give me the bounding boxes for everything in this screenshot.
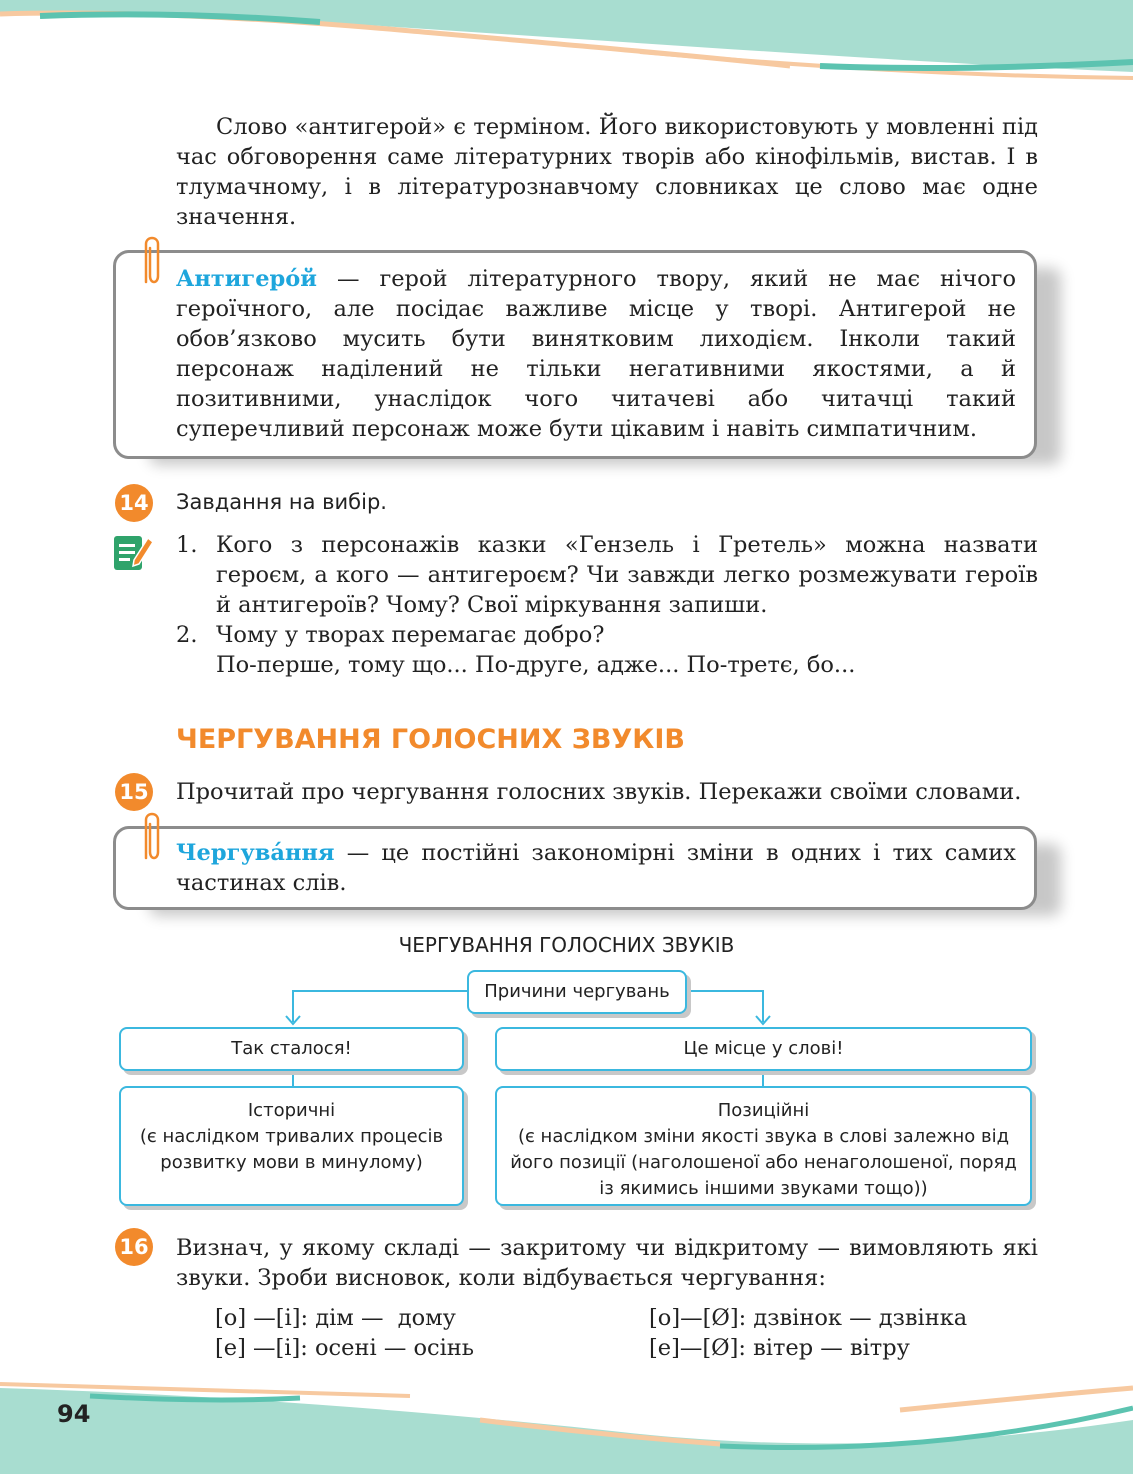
task14-title: Завдання на вибір.	[176, 490, 387, 514]
paperclip-icon	[136, 808, 166, 864]
task-number-16: 16	[115, 1228, 153, 1266]
task-number-14: 14	[115, 484, 153, 522]
item-number: 2.	[176, 622, 198, 648]
paperclip-icon	[136, 232, 166, 288]
diagram-left-cause: Так сталося!	[119, 1027, 464, 1071]
section-heading: ЧЕРГУВАННЯ ГОЛОСНИХ ЗВУКІВ	[176, 724, 685, 755]
diagram-right-cause: Це місце у слові!	[495, 1027, 1032, 1071]
diagram-title: ЧЕРГУВАННЯ ГОЛОСНИХ ЗВУКІВ	[398, 933, 735, 957]
example-1: [о] —[і]: дім — дому	[215, 1305, 456, 1331]
task16-text: Визнач, у якому складі — закритому чи відкритому — вимовляють які звуки. Зроби висновок, коли відбувається чергування:	[176, 1235, 1038, 1291]
page-number: 94	[57, 1400, 91, 1428]
bottom-decoration	[0, 1380, 1133, 1474]
write-task-icon	[112, 530, 154, 572]
definition-box-antihero	[113, 250, 1037, 459]
item-number: 1.	[176, 532, 198, 558]
item-text-continuation: По-перше, тому що... По-друге, адже... По-третє, бо...	[216, 652, 856, 678]
diagram-left-type	[119, 1086, 464, 1206]
intro-paragraph: Слово «антигерой» є терміном. Його використовують у мовленні під час обговорення саме літературних творів або кінофільмів, вистав. І в тлумачному, і в літературознавчому словниках це слово має одне значення.	[176, 114, 1038, 230]
item-text: Кого з персонажів казки «Гензель і Гретель» можна назвати героєм, а кого — антигероєм? Чи завжди легко розмежувати героїв й антигероїв? Чому? Свої міркування запиши.	[216, 532, 1038, 618]
item-text: Чому у творах перемагає добро?	[216, 622, 605, 648]
right-type-description: (є наслідком зміни якості звука в слові залежно від його позиції (наголошеної або ненаголошеної, поряд із якимись іншими звуками тощо))	[510, 1126, 1017, 1199]
term-antihero: Антигеро́й	[176, 266, 317, 292]
definition-antihero-body: — герой літературного твору, який не має нічого героїчного, але посідає важливе місце у творі. Антигерой не обов’язково мусить бути винятковим лиходієм. Інколи такий персонаж наділений не тільки негативними якостями, а й позитивними, унаслідок чого читачеві або читачці такий суперечливий персонаж може бути цікавим і навіть симпатичним.	[176, 266, 1016, 442]
list-item	[176, 530, 1038, 620]
term-alternation: Чергува́ння	[176, 840, 335, 866]
definition-antihero-text	[176, 264, 1016, 444]
example-3: [о]—[Ø]: дзвінок — дзвінка	[649, 1305, 968, 1331]
definition-alternation-text	[176, 838, 1016, 898]
task-number-15: 15	[115, 773, 153, 811]
diagram-root: Причини чергувань	[467, 970, 687, 1014]
task15-text: Прочитай про чергування голосних звуків. Перекажи своїми словами.	[176, 779, 1022, 805]
example-2: [е] —[і]: осені — осінь	[215, 1335, 475, 1361]
left-type-label: Історичні	[247, 1100, 336, 1121]
diagram-right-type	[495, 1086, 1032, 1206]
list-item	[176, 620, 1038, 680]
top-decoration	[0, 0, 1133, 90]
definition-box-alternation	[113, 826, 1037, 910]
task14-list	[176, 530, 1038, 680]
example-4: [е]—[Ø]: вітер — вітру	[649, 1335, 910, 1361]
right-type-label: Позиційні	[717, 1100, 810, 1121]
definition-alternation-body: — це постійні закономірні зміни в одних і тих самих частинах слів.	[176, 840, 1016, 896]
left-type-description: (є наслідком тривалих процесів розвитку мови в минулому)	[139, 1126, 444, 1173]
